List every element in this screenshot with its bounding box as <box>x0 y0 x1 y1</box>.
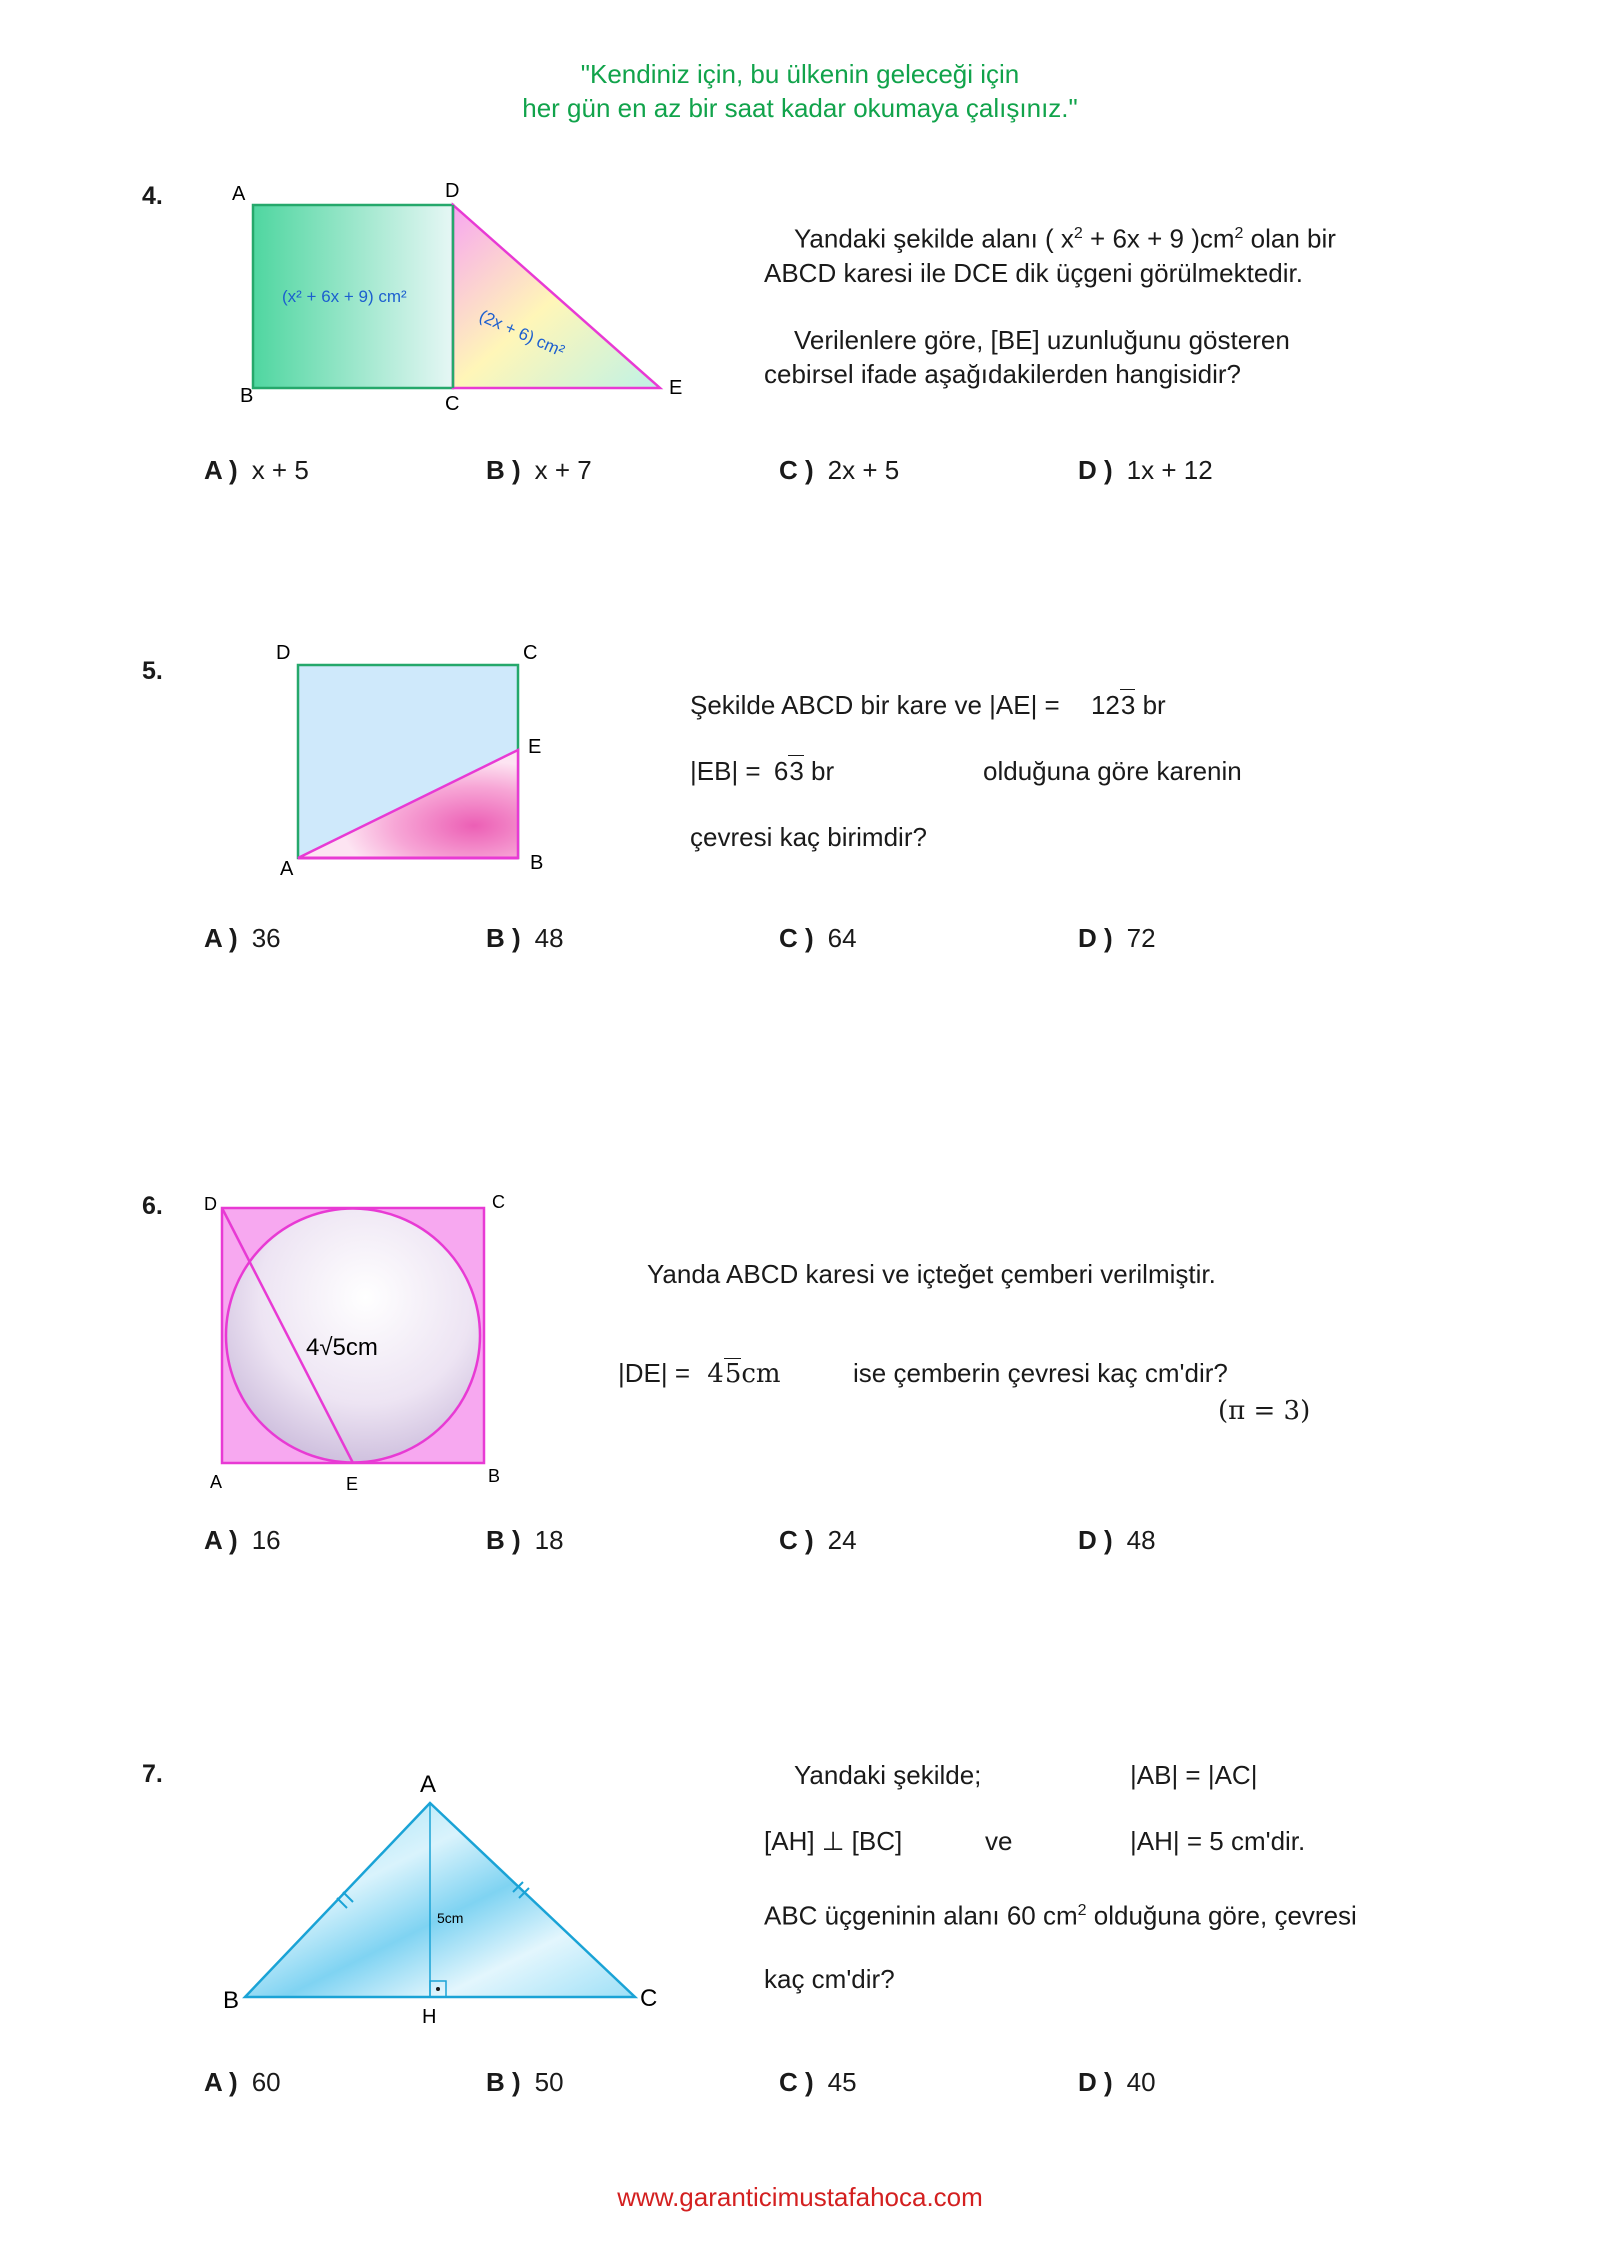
label-A: A <box>280 858 294 880</box>
question-6-line-2: |DE| = 45cm <box>618 1358 781 1389</box>
label-D: D <box>276 645 291 664</box>
quote-line-1: "Kendiniz için, bu ülkenin geleceği için <box>580 59 1020 89</box>
q7-option-a[interactable]: A ) 60 <box>204 2067 281 2097</box>
q6-option-d[interactable]: D ) 48 <box>1078 1525 1156 1555</box>
q5-option-a[interactable]: A ) 36 <box>204 923 281 953</box>
q6-option-c[interactable]: C ) 24 <box>779 1525 857 1555</box>
question-7-line-4: kaç cm'dir? <box>764 1964 895 1994</box>
label-D: D <box>204 1194 217 1214</box>
label-H: H <box>422 2006 437 2028</box>
header-quote <box>0 57 1600 125</box>
q7-option-d[interactable]: D ) 40 <box>1078 2067 1156 2097</box>
label-C: C <box>445 393 460 415</box>
question-4-text: Yandaki şekilde alanı ( $x^2 + 6x + 9$ )$cm^2$ olan bir ABCD karesi ile DCE dik üçgeni görülmektedir. Verilenlere göre, [BE] uzunluğunu gösteren cebirsel ifade aşağıdakilerden hangisidir? <box>764 223 1336 389</box>
q4-option-d[interactable]: D ) 1x + 12 <box>1078 455 1213 485</box>
label-E: E <box>528 736 542 758</box>
q7-option-b[interactable]: B ) 50 <box>486 2067 564 2097</box>
q6-option-b[interactable]: B ) 18 <box>486 1525 564 1555</box>
question-7-line-2c: |AH| = 5 cm'dir. <box>1130 1826 1306 1856</box>
label-B: B <box>240 385 254 407</box>
label-A: A <box>232 183 246 205</box>
label-C: C <box>492 1192 505 1212</box>
question-6-figure <box>196 1192 536 1492</box>
label-A: A <box>420 1771 437 1798</box>
triangle-area-label: (2x + 6) cm² <box>476 306 568 361</box>
q7-option-c[interactable]: C ) 45 <box>779 2067 857 2097</box>
q4-option-c[interactable]: C ) 2x + 5 <box>779 455 900 485</box>
q5-option-c[interactable]: C ) 64 <box>779 923 857 953</box>
question-5-figure <box>270 645 570 880</box>
pi-note: (π = 3) <box>1218 1396 1311 1426</box>
question-5-line-1: Şekilde ABCD bir kare ve |AE| = 123 br <box>690 690 1166 720</box>
de-length-label: 4√5cm <box>306 1334 378 1361</box>
label-E: E <box>346 1474 359 1492</box>
label-A: A <box>210 1472 223 1492</box>
q6-option-a[interactable]: A ) 16 <box>204 1525 281 1555</box>
label-E: E <box>669 377 683 399</box>
q5-option-d[interactable]: D ) 72 <box>1078 923 1156 953</box>
triangle-dce <box>453 205 660 388</box>
question-7-figure <box>215 1770 675 2030</box>
label-B: B <box>530 852 544 874</box>
question-7-number: 7. <box>142 1760 163 1788</box>
label-B: B <box>488 1466 501 1486</box>
q4-option-b[interactable]: B ) x + 7 <box>486 455 592 485</box>
question-5-line-3: çevresi kaç birimdir? <box>690 822 927 852</box>
question-5-number: 5. <box>142 657 163 685</box>
question-7-line-1b: |AB| = |AC| <box>1130 1760 1258 1790</box>
question-5-line-2: |EB| = 63 br <box>690 756 835 786</box>
label-D: D <box>445 180 460 202</box>
question-6-line-1: Yanda ABCD karesi ve içteğet çemberi verilmiştir. <box>647 1259 1216 1289</box>
label-B: B <box>223 1987 240 2014</box>
q5-option-b[interactable]: B ) 48 <box>486 923 564 953</box>
footer-url[interactable]: www.garanticimustafahoca.com <box>617 2182 983 2212</box>
question-6-number: 6. <box>142 1192 163 1220</box>
question-7-line-2a: [AH] ⊥ [BC] <box>764 1826 903 1856</box>
q4-option-a[interactable]: A ) x + 5 <box>204 455 309 485</box>
question-5-line-2b: olduğuna göre karenin <box>983 756 1242 786</box>
square-area-label: (x² + 6x + 9) cm² <box>282 287 407 306</box>
quote-line-2: her gün en az bir saat kadar okumaya çalışınız." <box>522 93 1078 123</box>
height-label: 5cm <box>437 1910 464 1926</box>
question-6-line-2b: ise çemberin çevresi kaç cm'dir? <box>853 1358 1228 1388</box>
question-4-figure <box>220 170 700 420</box>
question-7-line-1a: Yandaki şekilde; <box>794 1760 982 1790</box>
question-7-line-2b: ve <box>985 1826 1013 1856</box>
question-4-number: 4. <box>142 182 163 210</box>
triangle-abc <box>245 1803 635 1997</box>
label-C: C <box>523 645 538 664</box>
question-7-line-3: ABC üçgeninin alanı 60 $cm^2$ olduğuna göre, çevresi <box>764 1900 1357 1931</box>
label-C: C <box>640 1985 658 2012</box>
